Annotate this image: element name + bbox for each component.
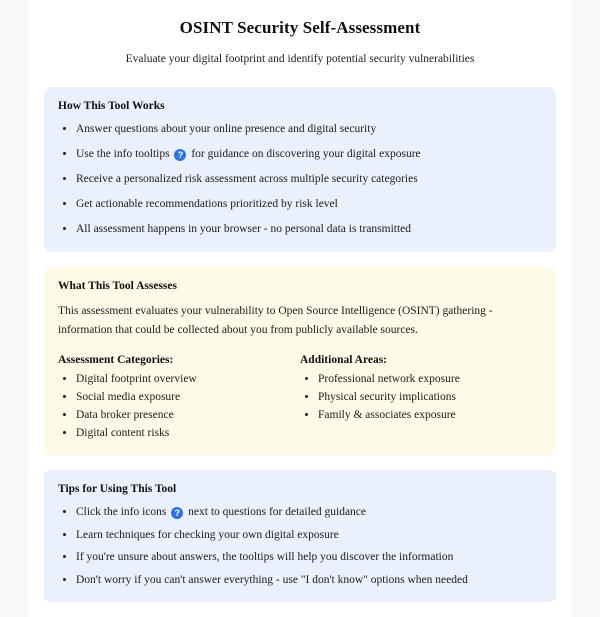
tips-list-item bbox=[76, 528, 542, 544]
additional-areas-list-item: • Family & associates exposure bbox=[318, 408, 542, 424]
tips-list-item-text: Learn techniques for checking your own digital exposure bbox=[76, 528, 339, 541]
assessment-categories-list bbox=[58, 372, 300, 442]
how-this-tool-works-list-item-text: Receive a personalized risk assessment across multiple security categories bbox=[76, 173, 418, 186]
help-circle-icon[interactable]: ? bbox=[174, 149, 186, 161]
additional-areas-list-item: • Physical security implications bbox=[318, 390, 542, 406]
help-circle-icon[interactable]: ? bbox=[171, 507, 183, 519]
how-this-tool-works-list-item bbox=[76, 147, 542, 163]
how-this-tool-works-list-item-text: Use the info tooltips bbox=[76, 148, 170, 161]
how-this-tool-works-list-item bbox=[76, 222, 542, 238]
tips-list-item-text: If you're unsure about answers, the tooltips will help you discover the information bbox=[76, 551, 454, 564]
tips-list bbox=[58, 505, 542, 588]
how-this-tool-works-heading: How This Tool Works bbox=[58, 100, 165, 112]
how-this-tool-works-list-item bbox=[76, 197, 542, 213]
tips-list-item bbox=[76, 573, 542, 589]
how-this-tool-works-list bbox=[58, 122, 542, 238]
page-card bbox=[28, 0, 572, 617]
what-this-tool-assesses-paragraph: This assessment evaluates your vulnerability to Open Source Intelligence (OSINT) gathering - information that could be collected about you from publicly available sources. bbox=[58, 304, 493, 336]
assessment-categories-list-item: • Digital content risks bbox=[76, 426, 300, 442]
additional-areas-heading: Additional Areas: bbox=[300, 353, 388, 366]
tips-for-using-this-tool-box bbox=[44, 470, 556, 602]
tips-list-item bbox=[76, 505, 542, 521]
additional-areas-list bbox=[300, 372, 542, 424]
assessment-categories-list-item: • Digital footprint overview bbox=[76, 372, 300, 388]
assessment-categories-heading: Assessment Categories: bbox=[58, 353, 174, 366]
what-this-tool-assesses-box bbox=[44, 267, 556, 456]
tips-list-item-text: Click the info icons bbox=[76, 506, 167, 519]
page-title: OSINT Security Self-Assessment bbox=[179, 18, 421, 37]
how-this-tool-works-list-item bbox=[76, 122, 542, 138]
tips-heading: Tips for Using This Tool bbox=[58, 483, 177, 496]
tips-list-item bbox=[76, 550, 542, 566]
assessment-categories-list-item: • Data broker presence bbox=[76, 408, 300, 424]
tips-list-item-text: Don't worry if you can't answer everything - use "I don't know" options when needed bbox=[76, 573, 468, 586]
assessment-columns bbox=[58, 354, 542, 442]
how-this-tool-works-list-item-text: Get actionable recommendations prioritized by risk level bbox=[76, 198, 338, 211]
assessment-categories-list-item: • Social media exposure bbox=[76, 390, 300, 406]
how-this-tool-works-list-item-text-after: for guidance on discovering your digital exposure bbox=[191, 148, 421, 161]
how-this-tool-works-box bbox=[44, 87, 556, 252]
what-this-tool-assesses-heading: What This Tool Assesses bbox=[58, 279, 177, 292]
how-this-tool-works-list-item-text: All assessment happens in your browser - no personal data is transmitted bbox=[76, 223, 412, 236]
page-subtitle: Evaluate your digital footprint and identify potential security vulnerabilities bbox=[125, 53, 475, 65]
how-this-tool-works-list-item bbox=[76, 172, 542, 188]
additional-areas-column bbox=[300, 354, 542, 442]
tips-list-item-text-after: next to questions for detailed guidance bbox=[188, 506, 367, 519]
how-this-tool-works-list-item-text: Answer questions about your online presence and digital security bbox=[76, 123, 377, 135]
additional-areas-list-item: • Professional network exposure bbox=[318, 372, 542, 388]
assessment-categories-column bbox=[58, 354, 300, 442]
